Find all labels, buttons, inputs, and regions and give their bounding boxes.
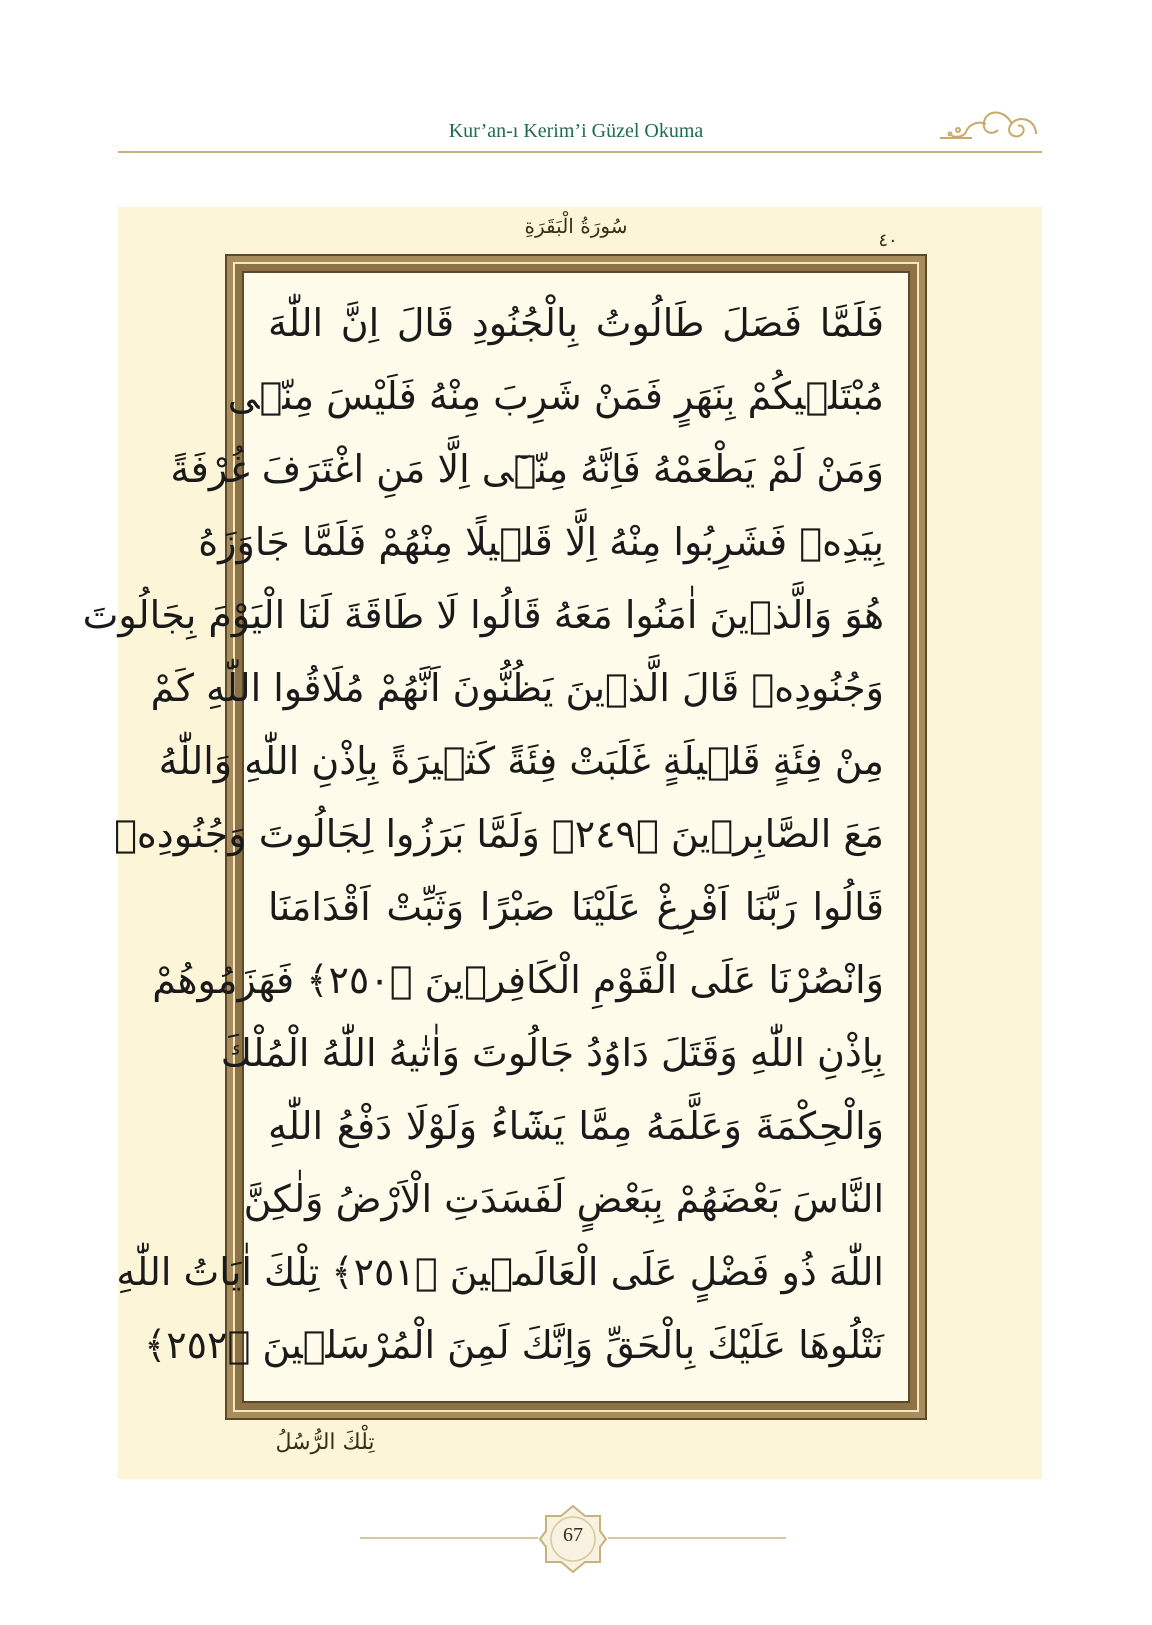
verse-line-9: قَالُوا رَبَّنَا اَفْرِغْ عَلَيْنَا صَبْرًا وَثَبِّتْ اَقْدَامَنَا [268, 885, 884, 929]
footer-rule-left [360, 1537, 538, 1539]
verse-line-6: وَجُنُودِهٖ قَالَ الَّذٖينَ يَظُنُّونَ اَنَّهُمْ مُلَاقُوا اللّٰهِ كَمْ [150, 666, 884, 710]
verse-line-5: هُوَ وَالَّذٖينَ اٰمَنُوا مَعَهُ قَالُوا لَا طَاقَةَ لَنَا الْيَوْمَ بِجَالُوتَ [82, 593, 884, 637]
verse-line-13: النَّاسَ بَعْضَهُمْ بِبَعْضٍ لَفَسَدَتِ الْاَرْضُ وَلٰكِنَّ [243, 1177, 884, 1221]
verse-area [82, 271, 910, 1403]
text-frame [82, 254, 927, 1420]
surah-name: سُورَةُ الْبَقَرَةِ [524, 214, 628, 238]
header-rule [118, 151, 1042, 153]
verse-line-8: مَعَ الصَّابِرٖينَ ﴿٢٤٩﴾ وَلَمَّا بَرَزُوا لِجَالُوتَ وَجُنُودِهٖ [114, 812, 884, 856]
text-frame-border [82, 262, 919, 1412]
footer-rule-right [608, 1537, 786, 1539]
verse-line-14: اللّٰهَ ذُو فَضْلٍ عَلَى الْعَالَمٖينَ ﴿٢٥١﴾ تِلْكَ اٰيَاتُ اللّٰهِ [116, 1250, 884, 1294]
header-title: Kur’an-ı Kerim’i Güzel Okuma [448, 120, 704, 142]
verse-line-12: وَالْحِكْمَةَ وَعَلَّمَهُ مِمَّا يَشَٓاءُ وَلَوْلَا دَفْعُ اللّٰهِ [268, 1104, 884, 1148]
verse-line-4: بِيَدِهٖ فَشَرِبُوا مِنْهُ اِلَّا قَلٖيلًا مِنْهُمْ فَلَمَّا جَاوَزَهُ [198, 520, 884, 564]
verse-line-2: مُبْتَلٖيكُمْ بِنَهَرٍ فَمَنْ شَرِبَ مِنْهُ فَلَيْسَ مِنّٖى [227, 374, 884, 418]
verse-line-3: وَمَنْ لَمْ يَطْعَمْهُ فَاِنَّهُ مِنّٖٓى اِلَّا مَنِ اغْتَرَفَ غُرْفَةً [170, 447, 884, 491]
arabic-page-number: ٤٠ [878, 230, 898, 251]
verse-line-11: بِاِذْنِ اللّٰهِ وَقَتَلَ دَاوُدُ جَالُوتَ وَاٰتٰيهُ اللّٰهُ الْمُلْكَ [220, 1031, 884, 1075]
verse-line-10: وَانْصُرْنَا عَلَى الْقَوْمِ الْكَافِرٖينَ ﴿٢٥٠﴾ فَهَزَمُوهُمْ [152, 958, 884, 1002]
verse-line-7: مِنْ فِئَةٍ قَلٖيلَةٍ غَلَبَتْ فِئَةً كَثٖيرَةً بِاِذْنِ اللّٰهِ وَاللّٰهُ [158, 739, 884, 783]
page-number: 67 [563, 1524, 583, 1546]
catchword: تِلْكَ الرُّسُلُ [275, 1430, 375, 1455]
verse-line-1: فَلَمَّا فَصَلَ طَالُوتُ بِالْجُنُودِ قَالَ اِنَّ اللّٰهَ [268, 301, 884, 345]
verse-line-15: نَتْلُوهَا عَلَيْكَ بِالْحَقِّ وَاِنَّكَ لَمِنَ الْمُرْسَلٖينَ ﴿٢٥٢﴾ [143, 1323, 884, 1367]
